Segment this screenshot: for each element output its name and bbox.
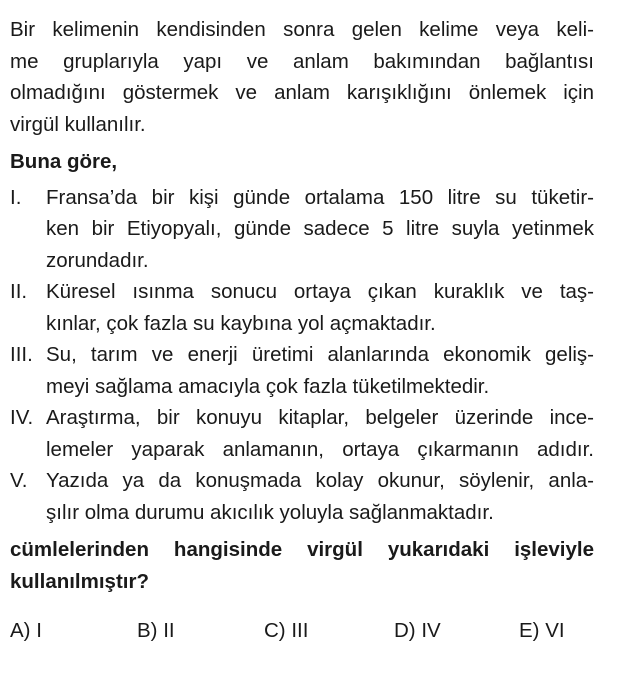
option-e[interactable]: E) VI: [519, 619, 565, 642]
statement-item-1: [10, 182, 594, 277]
statement-item-4: [10, 402, 594, 465]
statement-line: şılır olma durumu akıcılık yoluyla sağlanmaktadır.: [46, 500, 494, 524]
option-d[interactable]: D) IV: [394, 619, 441, 642]
statement-number: II.: [10, 280, 28, 303]
intro-line: me gruplarıyla yapı ve anlam bakımından bağlantısı: [10, 49, 594, 73]
statement-item-5: [10, 465, 594, 528]
option-c[interactable]: C) III: [264, 619, 309, 642]
statement-line: Küresel ısınma sonucu ortaya çıkan kuraklık ve taş-: [46, 280, 594, 303]
statement-item-2: [10, 276, 594, 339]
intro-paragraph: [10, 14, 594, 140]
statement-number: I.: [10, 185, 22, 209]
intro-line: olmadığını göstermek ve anlam karışıklığını önlemek için: [10, 81, 594, 104]
intro-line: virgül kullanılır.: [10, 112, 146, 136]
statement-line: kınlar, çok fazla su kaybına yol açmaktadır.: [46, 311, 436, 335]
statement-number: III.: [10, 343, 33, 366]
question-stem: [10, 534, 594, 597]
statement-line: lemeler yaparak anlamanın, ortaya çıkarmanın adıdır.: [46, 437, 594, 461]
statement-line: zorundadır.: [46, 248, 149, 272]
statement-line: Su, tarım ve enerji üretimi alanlarında ekonomik geliş-: [46, 343, 594, 366]
statement-line: ken bir Etiyopyalı, günde sadece 5 litre suyla yetinmek: [46, 217, 594, 240]
statement-item-3: [10, 339, 594, 402]
statement-number: IV.: [10, 406, 34, 429]
statement-line: Araştırma, bir konuyu kitaplar, belgeler üzerinde ince-: [46, 406, 594, 429]
lead-text: Buna göre,: [10, 150, 118, 173]
intro-line: Bir kelimenin kendisinden sonra gelen kelime veya keli-: [10, 18, 594, 41]
statement-line: Yazıda ya da konuşmada kolay okunur, söylenir, anla-: [46, 469, 594, 492]
question-line: cümlelerinden hangisinde virgül yukarıdaki işleviyle: [10, 538, 594, 561]
statement-line: meyi sağlama amacıyla çok fazla tüketilmektedir.: [46, 374, 490, 398]
question-line: kullanılmıştır?: [10, 569, 149, 593]
answer-options: [10, 615, 594, 647]
option-b[interactable]: B) II: [137, 619, 175, 642]
question-page: [10, 14, 594, 647]
statement-line: Fransa’da bir kişi günde ortalama 150 litre su tüketir-: [46, 185, 594, 209]
option-a[interactable]: A) I: [10, 619, 42, 642]
statement-number: V.: [10, 469, 28, 492]
